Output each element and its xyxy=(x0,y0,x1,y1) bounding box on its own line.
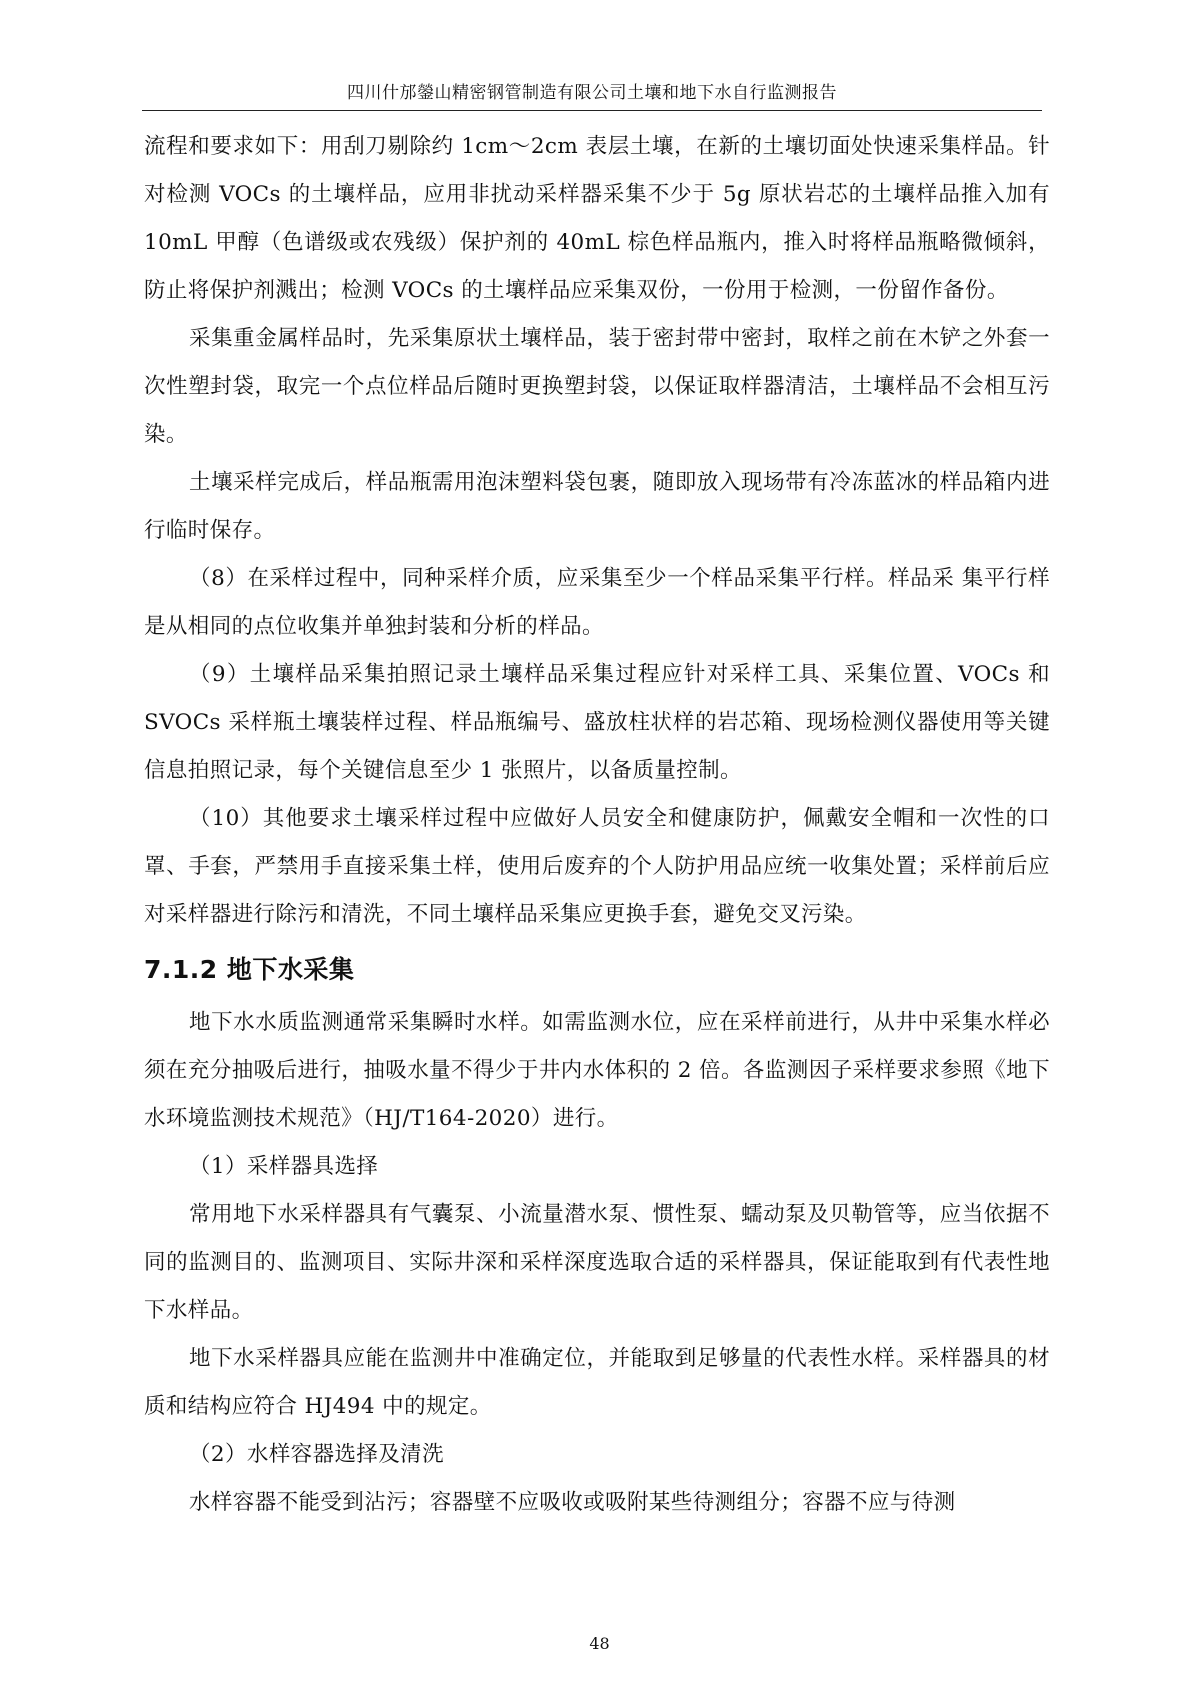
paragraph-groundwater-overview: 地下水水质监测通常采集瞬时水样。如需监测水位，应在采样前进行，从井中采集水样必须在充分抽吸后进行，抽吸水量不得少于井内水体积的 2 倍。各监测因子采样要求参照《地下水环境监测技术规范》（HJ/T164-2020）进行。 xyxy=(144,1010,1050,1131)
paragraph-container-requirements: 水样容器不能受到沾污；容器壁不应吸收或吸附某些待测组分；容器不应与待测 xyxy=(189,1490,956,1515)
paragraph-sampling-process: 流程和要求如下：用刮刀剔除约 1cm～2cm 表层土壤，在新的土壤切面处快速采集样品。针对检测 VOCs 的土壤样品，应用非扰动采样器采集不少于 5g 原状岩芯的土壤样品推入加有 10mL 甲醇（色谱级或农残级）保护剂的 40mL 棕色样品瓶内，推入时将样品瓶略微倾斜，防止将保护剂溅出；检测 VOCs 的土壤样品应采集双份，一份用于检测，一份留作备份。 xyxy=(144,134,1050,303)
section-heading: 7.1.2 地下水采集 xyxy=(144,955,355,984)
paragraph-photo-records: （9）土壤样品采集拍照记录土壤样品采集过程应针对采样工具、采集位置、VOCs 和 SVOCs 采样瓶土壤装样过程、样品瓶编号、盛放柱状样的岩芯箱、现场检测仪器使用等关键信息拍照记录，每个关键信息至少 1 张照片，以备质量控制。 xyxy=(144,662,1050,783)
page-body xyxy=(144,123,1050,1527)
running-header: 四川什邡鎣山精密钢管制造有限公司土壤和地下水自行监测报告 xyxy=(347,83,837,103)
paragraph-safety-requirements: （10）其他要求土壤采样过程中应做好人员安全和健康防护，佩戴安全帽和一次性的口罩、手套，严禁用手直接采集土样，使用后废弃的个人防护用品应统一收集处置；采样前后应对采样器进行除污和清洗，不同土壤样品采集应更换手套，避免交叉污染。 xyxy=(144,806,1050,927)
paragraph-sample-storage: 土壤采样完成后，样品瓶需用泡沫塑料袋包裹，随即放入现场带有冷冻蓝冰的样品箱内进行临时保存。 xyxy=(144,470,1050,543)
paragraph-sampler-types: 常用地下水采样器具有气囊泵、小流量潜水泵、惯性泵、蠕动泵及贝勒管等，应当依据不同的监测目的、监测项目、实际井深和采样深度选取合适的采样器具，保证能取到有代表性地下水样品。 xyxy=(144,1202,1050,1323)
page-number: 48 xyxy=(589,1634,610,1653)
subheading-sampler-selection: （1）采样器具选择 xyxy=(189,1154,379,1179)
header-divider xyxy=(142,110,1042,111)
paragraph-heavy-metal-sampling: 采集重金属样品时，先采集原状土壤样品，装于密封带中密封，取样之前在木铲之外套一次性塑封袋，取完一个点位样品后随时更换塑封袋，以保证取样器清洁，土壤样品不会相互污染。 xyxy=(144,326,1050,447)
paragraph-sampler-requirements: 地下水采样器具应能在监测井中准确定位，并能取到足够量的代表性水样。采样器具的材质和结构应符合 HJ494 中的规定。 xyxy=(144,1346,1050,1419)
subheading-container-selection: （2）水样容器选择及清洗 xyxy=(189,1442,444,1467)
paragraph-parallel-samples: （8）在采样过程中，同种采样介质，应采集至少一个样品采集平行样。样品采 集平行样是从相同的点位收集并单独封装和分析的样品。 xyxy=(144,566,1050,639)
